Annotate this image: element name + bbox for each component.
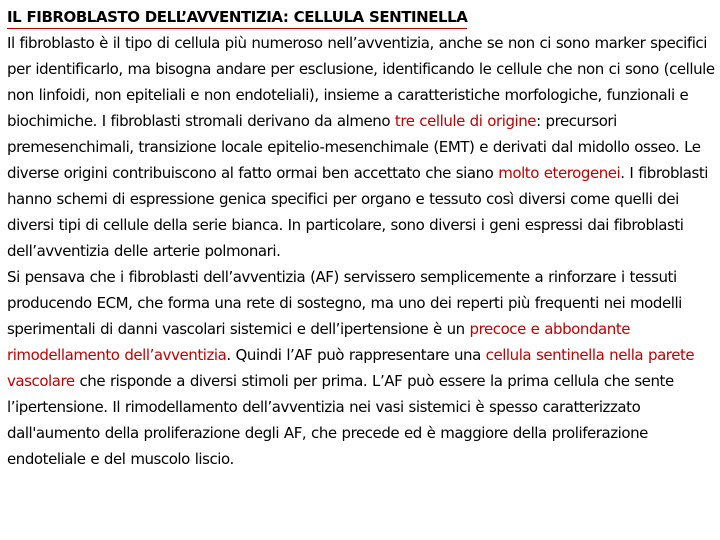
document-page	[7, 4, 715, 472]
highlight-origin-cells: tre cellule di origine	[394, 112, 537, 130]
paragraph2-text-3: che risponde a diversi stimoli per prima. L’AF può essere la prima cellula che sente l’ipertensione. Il rimodellamento dell’avventizia nei vasi sistemici è spesso caratterizzato dall'aumento della proliferazione degli AF, che precede ed è maggiore della proliferazione endoteliale e del muscolo liscio.	[7, 372, 674, 468]
paragraph1-text-3: . I fibroblasti hanno schemi di espressione genica specifici per organo e tessuto così diversi come quelli dei diversi tipi di cellule della serie bianca. In particolare, sono diversi i geni espressi dai fibroblasti dell’avventizia delle arterie polmonari.	[7, 164, 708, 260]
paragraph-fibroblast-origins	[7, 30, 715, 264]
paragraph1-text-2: : precursori premesenchimali, transizione locale epitelio-mesenchimale (EMT) e derivati dal midollo osseo. Le diverse origini contribuiscono al fatto ormai ben accettato che siano	[7, 112, 701, 182]
highlight-adventitial-remodeling: precoce e abbondante rimodellamento dell’avventizia	[7, 320, 631, 364]
paragraph2-text-1: Si pensava che i fibroblasti dell’avventizia (AF) servissero semplicemente a rinforzare i tessuti producendo ECM, che forma una rete di sostegno, ma uno dei reperti più frequenti nei modelli sperimentali di danni vascolari sistemici e dell’ipertensione è un	[7, 268, 682, 338]
page-title: IL FIBROBLASTO DELL’AVVENTIZIA: CELLULA SENTINELLA	[7, 6, 467, 29]
paragraph2-text-2: . Quindi l’AF può rappresentare una	[226, 346, 486, 364]
highlight-heterogeneous: molto eterogenei	[498, 164, 621, 182]
title-line	[7, 4, 715, 30]
paragraph-sentinel-cell	[7, 264, 715, 472]
highlight-sentinel-cell: cellula sentinella nella parete vascolare	[7, 346, 695, 390]
paragraph1-text-1: Il fibroblasto è il tipo di cellula più numeroso nell’avventizia, anche se non ci sono marker specifici per identificarlo, ma bisogna andare per esclusione, identificando le cellule che non ci sono (cellule non linfoidi, non epiteliali e non endoteliali), insieme a caratteristiche morfologiche, funzionali e biochimiche. I fibroblasti stromali derivano da almeno	[7, 34, 715, 130]
